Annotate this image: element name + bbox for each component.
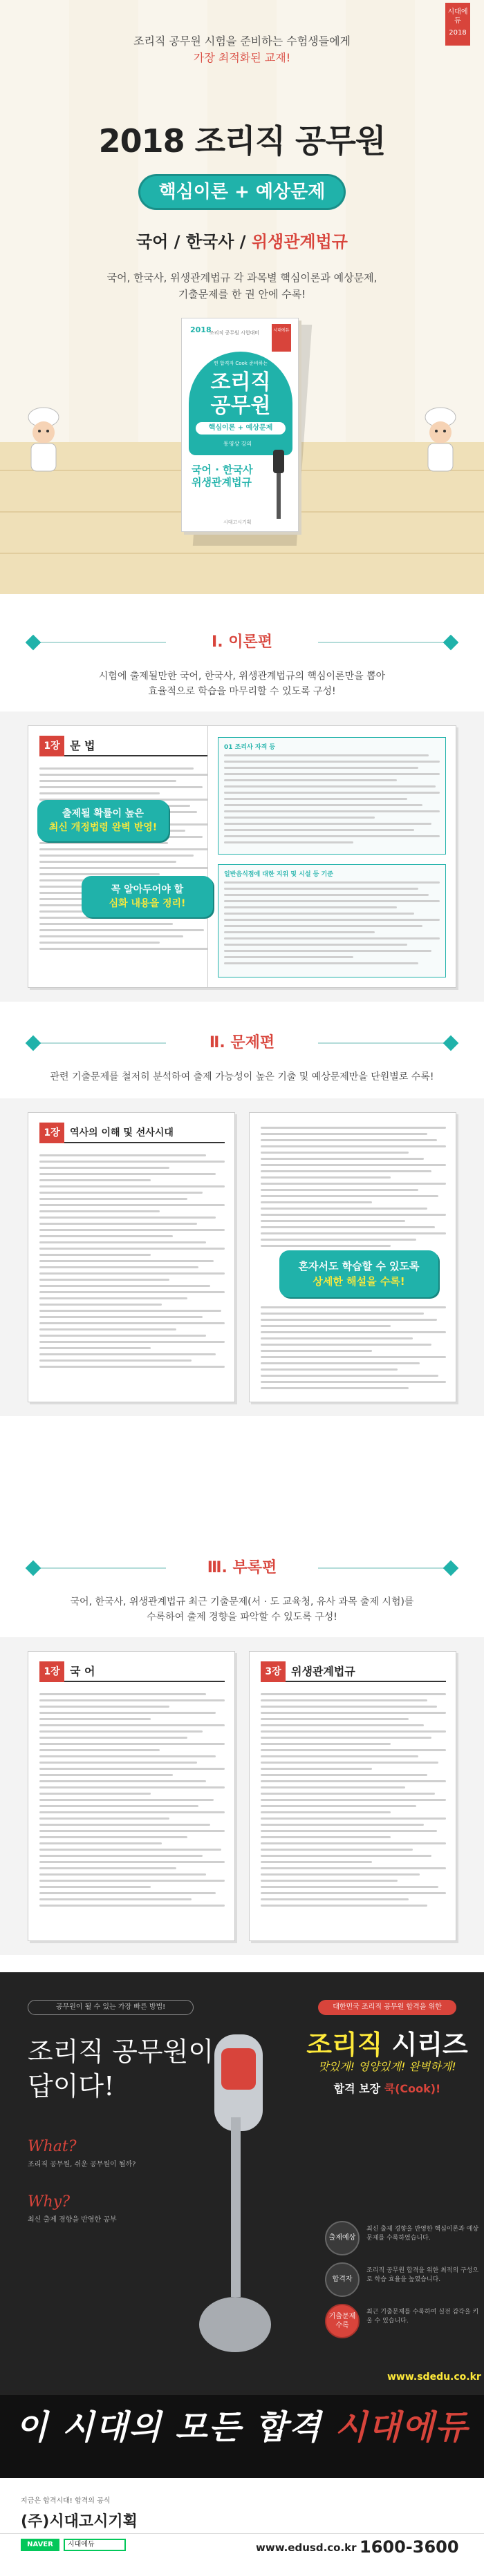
section-desc-line2: 수록하여 출제 경향을 파악할 수 있도록 구성!	[147, 1612, 337, 1623]
chef-character-icon	[19, 405, 68, 474]
ladle-arm-icon	[173, 2034, 297, 2380]
chapter-heading	[39, 1123, 225, 1143]
why-text: 최신 출제 경향을 반영한 공부	[28, 2216, 117, 2224]
section-desc-line2: 효율적으로 학습을 마무리할 수 있도록 구성!	[148, 686, 336, 697]
text-placeholder	[39, 1154, 225, 1372]
book-badge: 시대에듀	[272, 324, 291, 352]
series-title-accent: 조리직	[306, 2030, 383, 2060]
what-label: What?	[28, 2138, 77, 2155]
hero-description	[69, 269, 415, 303]
series-tag: 대한민국 조리직 공무원 합격을 위한	[318, 2000, 456, 2015]
sample-page-right	[207, 725, 456, 988]
diamond-icon	[26, 1561, 41, 1576]
chapter-number: 3장	[261, 1661, 286, 1682]
sample-page-left	[28, 725, 221, 988]
series-title-rest: 시리즈	[382, 2030, 468, 2060]
feature-text: 조리직 공무원 합격을 위한 최적의 구성으로 학습 효율을 높였습니다.	[366, 2267, 479, 2283]
diamond-icon	[26, 1036, 41, 1051]
series-title	[304, 2023, 470, 2061]
hero-background-tile	[0, 0, 69, 442]
naver-search-box[interactable]: 시대에듀	[64, 2539, 126, 2551]
section-description	[41, 669, 443, 699]
series-slogan2-accent: 쿡(Cook)!	[384, 2082, 441, 2095]
book-subtitle: 핵심이론 + 예상문제	[196, 422, 286, 435]
text-placeholder	[39, 767, 211, 954]
promo-headline-line2: 답이다!	[28, 2071, 115, 2101]
chapter-heading	[39, 1661, 225, 1682]
text-placeholder	[261, 1306, 446, 1393]
section-description: 관련 기출문제를 철저히 분석하여 출제 가능성이 높은 기출 및 예상문제만을 단원별로 수록!	[50, 1071, 434, 1082]
brush-slogan-part1: 이 시대의 모든 합격	[15, 2408, 335, 2447]
diamond-icon	[443, 1561, 459, 1576]
promo-headline-line1: 조리직 공무원이	[28, 2036, 214, 2067]
text-placeholder	[261, 1693, 446, 1911]
info-box	[218, 737, 446, 855]
info-box-title: 01 조리사 자격 등	[224, 744, 276, 751]
book-top-text: 조리직 공무원 시험대비	[210, 330, 260, 336]
book-title	[189, 371, 292, 418]
hero-intro-line2: 가장 최적화된 교재!	[193, 51, 291, 64]
book-cover	[181, 318, 299, 532]
chapter-number: 1장	[39, 1661, 64, 1682]
text-placeholder	[39, 1693, 225, 1911]
chapter-title: 문 법	[70, 739, 95, 752]
chapter-heading	[39, 736, 211, 756]
info-box-title: 일반음식점에 대한 지위 및 시설 등 기준	[224, 871, 333, 878]
section-label: Ⅱ. 문제편	[166, 1028, 318, 1058]
hero-background-tile	[415, 0, 484, 442]
hero-band-stripe	[0, 553, 484, 554]
chapter-title: 국 어	[70, 1665, 95, 1678]
series-slogan2-prefix: 합격 보장	[333, 2082, 384, 2095]
book-title-line1: 조리직	[210, 370, 271, 394]
feature-callout-line2: 심화 내용을 정리!	[109, 898, 186, 909]
brush-slogan	[14, 2401, 470, 2448]
promo-url[interactable]: www.sdedu.co.kr	[387, 2372, 481, 2383]
text-placeholder	[224, 881, 440, 969]
why-label: Why?	[28, 2193, 71, 2211]
phone-number: 1600-3600	[360, 2537, 459, 2557]
section-desc-line1: 시험에 출제될만한 국어, 한국사, 위생관계법규의 핵심이론만을 뽑아	[98, 671, 386, 682]
diamond-icon	[443, 635, 459, 651]
hero-desc-line2: 기출문제를 한 권 안에 수록!	[178, 288, 306, 300]
naver-logo: NAVER	[21, 2539, 59, 2551]
spatula-icon	[263, 450, 291, 519]
feature-callout-line1: 혼자서도 학습할 수 있도록	[298, 1260, 420, 1272]
sample-page-right	[249, 1651, 456, 1941]
hero-intro	[104, 33, 380, 66]
hero-subjects-prefix: 국어 / 한국사 /	[136, 232, 252, 251]
hero-title: 2018 조리직 공무원	[98, 122, 386, 160]
chapter-number: 1장	[39, 1123, 64, 1143]
chapter-number: 1장	[39, 736, 64, 756]
hero-desc-line1: 국어, 한국사, 위생관계법규 각 과목별 핵심이론과 예상문제,	[106, 271, 378, 284]
what-text: 조리직 공무원, 쉬운 공무원이 될까?	[28, 2161, 136, 2168]
section-label: Ⅰ. 이론편	[166, 627, 318, 658]
book-subjects-line1: 국어 · 한국사	[192, 464, 253, 476]
diamond-icon	[443, 1036, 459, 1051]
hero-section	[0, 0, 484, 594]
chef-character-icon	[416, 405, 465, 474]
feature-callout-line1: 출제될 확률이 높은	[62, 808, 144, 819]
feature-callout-line2: 상세한 해설을 수록!	[313, 1275, 405, 1288]
text-placeholder	[261, 1127, 446, 1251]
section-label: Ⅲ. 부록편	[166, 1553, 318, 1583]
feature-circle: 출제예상	[325, 2221, 360, 2255]
company-url[interactable]: www.edusd.co.kr	[256, 2541, 357, 2554]
series-slogan2	[304, 2080, 470, 2096]
section-description	[41, 1594, 443, 1625]
promo-tag: 공무원이 될 수 있는 가장 빠른 방법!	[28, 2000, 194, 2015]
hero-subjects	[97, 228, 387, 252]
footer-divider	[0, 2533, 484, 2534]
info-box	[218, 864, 446, 977]
diamond-icon	[26, 635, 41, 651]
chapter-heading	[261, 1661, 446, 1682]
section-header	[0, 1547, 484, 1589]
feature-callout	[279, 1250, 438, 1297]
section-header	[0, 622, 484, 663]
chapter-title: 역사의 이해 및 선사시대	[70, 1127, 174, 1138]
feature-circle: 합격자	[325, 2262, 360, 2297]
promo-banner	[0, 1972, 484, 2573]
book-publisher: 시대고시기획	[223, 519, 252, 525]
company-logo: (주)시대고시기획	[21, 2513, 138, 2530]
footer-bar	[0, 2478, 484, 2573]
sample-page-left	[28, 1112, 235, 1402]
book-small-text: 찐 합격자 Cook 준비하는	[213, 361, 268, 366]
hero-subjects-accent: 위생관계법규	[251, 232, 348, 251]
feature-callout	[37, 800, 169, 841]
feature-callout-line1: 꼭 알아두어야 할	[111, 884, 184, 895]
book-year-mark: 2018	[190, 325, 212, 334]
brand-side-label-text: 시대에듀	[447, 8, 468, 25]
chapter-title: 위생관계법규	[291, 1665, 355, 1678]
book-author: 통영상 강의	[223, 441, 252, 447]
feature-callout	[82, 876, 213, 917]
feature-text: 최근 기출문제를 수록하여 실전 감각을 키울 수 있습니다.	[366, 2309, 479, 2325]
text-placeholder	[224, 754, 440, 848]
hero-pill: 핵심이론 + 예상문제	[138, 174, 346, 210]
brand-side-year: 2018	[449, 29, 467, 37]
footer-tagline: 지금은 합격시대! 합격의 공식	[21, 2497, 111, 2505]
brush-slogan-part2: 시대에듀	[335, 2408, 469, 2447]
sample-page-left	[28, 1651, 235, 1941]
feature-text: 최신 출제 경향을 반영한 핵심이론과 예상문제를 수록하였습니다.	[366, 2226, 479, 2242]
feature-circle: 기출문제 수록	[325, 2304, 360, 2338]
hero-intro-line1: 조리직 공무원 시험을 준비하는 수험생들에게	[133, 35, 351, 48]
section-header	[0, 1022, 484, 1064]
series-slogan: 맛있게! 영양있게! 완벽하게!	[318, 2060, 456, 2073]
feature-callout-line2: 최신 개정법령 완벽 반영!	[48, 822, 158, 833]
book-subjects-line2: 위생관계법규	[192, 476, 252, 488]
section-desc-line1: 국어, 한국사, 위생관계법규 최근 기출문제(서 · 도 교육청, 유사 과목 출제 시험)를	[70, 1596, 414, 1607]
book-title-line2: 공무원	[210, 394, 271, 418]
brand-side-label	[445, 3, 470, 46]
